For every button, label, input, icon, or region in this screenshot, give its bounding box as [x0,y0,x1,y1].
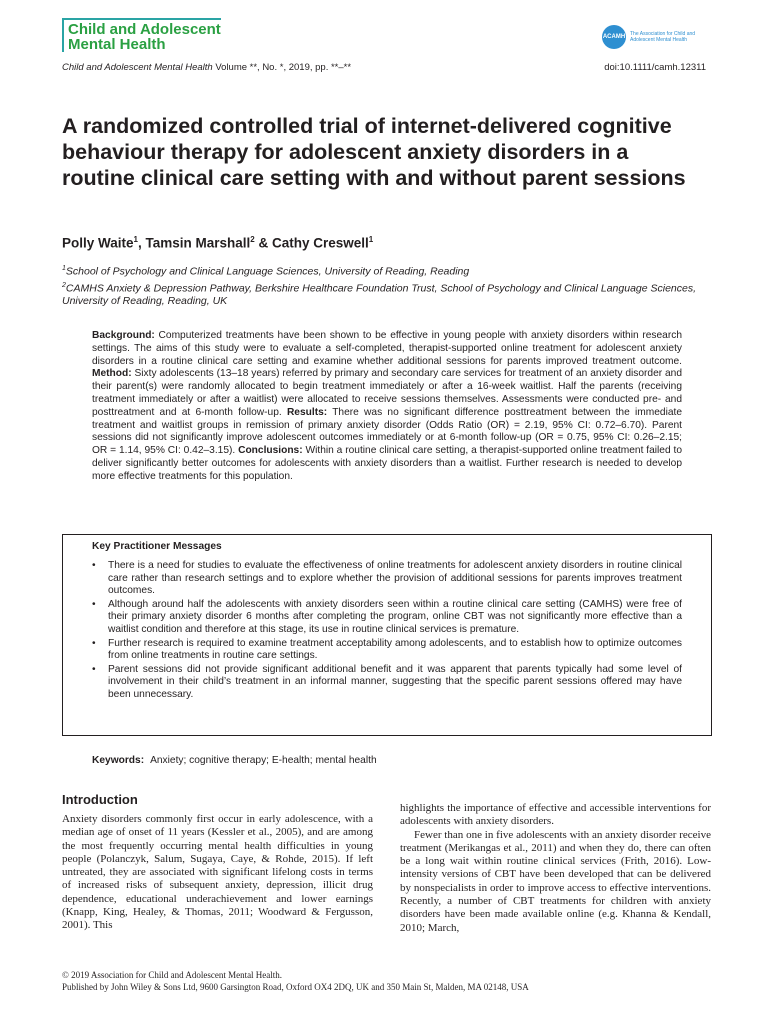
key-practitioner-messages-title: Key Practitioner Messages [92,541,222,552]
running-head-volume: Volume **, No. *, 2019, pp. **–** [212,62,352,73]
abstract-background: Computerized treatments have been shown to be effective in young people with anxiety disorders within research settings. The aims of this study were to evaluate a self-completed, therapist-supported online treatment for adolescent anxiety disorders in a routine clinical care setting and examine whether additional sessions for parents improved treatment outcome. [92,330,682,367]
author-name[interactable]: Polly Waite [62,235,134,251]
author-separator: & [254,235,272,251]
affiliations [62,262,702,308]
body-column-right [400,802,711,935]
list-item [92,599,682,637]
affiliation-text: School of Psychology and Clinical Language Sciences, University of Reading, Reading [65,265,470,278]
author-affiliation-mark: 1 [368,235,374,244]
running-head-journal: Child and Adolescent Mental Health [62,62,213,73]
keywords [92,755,377,766]
author-name[interactable]: Tamsin Marshall [145,235,251,251]
bullet-icon: • [92,598,96,610]
list-item-text: Further research is required to examine treatment acceptability among adolescents, and to establish how to optimize outcomes from online treatments in routine care settings. [108,637,682,662]
copyright-line: © 2019 Association for Child and Adolescent Mental Health. [62,970,283,980]
list-item [92,560,682,598]
abstract-results-label: Results: [286,406,328,418]
body-column-left [62,813,373,933]
abstract-results: There was no significant difference posttreatment between the immediate treatment and waitlist groups in remission of primary anxiety disorder (Odds Ratio (OR) = 2.19, 95% CI: 0.72–6.70). Parent sessions did not significantly improve adolescent outcomes immediately or at 6-month follow-up (OR = 0.75, 95% CI: 0.26–2.15; OR = 1.14, 95% CI: 0.42–3.15). [92,406,682,457]
journal-brand [62,18,221,52]
running-head [62,62,351,73]
section-heading-introduction: Introduction [62,792,138,807]
list-item-text: There is a need for studies to evaluate the effectiveness of online treatments for adolescent anxiety disorders in routine clinical care rather than research settings and to explore whether the provision of additional sessions for parents improves treatment outcomes. [108,560,682,597]
affiliation [62,262,702,279]
author-separator: , [137,235,146,251]
doi[interactable]: doi:10.1111/camh.12311 [604,62,706,73]
bullet-icon: • [92,560,96,571]
abstract-conclusions-label: Conclusions: [238,445,303,457]
affiliation [62,279,702,309]
acamh-logo [602,25,700,49]
author-affiliation-mark: 2 [250,235,255,244]
journal-brand-line2: Mental Health [68,36,166,53]
abstract [92,330,682,484]
affiliation-mark: 1 [62,265,66,272]
list-item-text: Although around half the adolescents with anxiety disorders seen within a routine clinical care setting (CAMHS) were free of their primary anxiety disorder 6 months after completing the program, online CBT was not significantly more effective than a waitlist condition and therefore at this stage, its use in routine clinical services is premature. [108,598,682,635]
bullet-icon: • [92,663,96,675]
abstract-method: Sixty adolescents (13–18 years) referred by primary and secondary care services for treatment of an anxiety disorder and their parent(s) were randomly allocated to begin treatment immediately or after a 16-week waitlist. Half the parents (receiving treatment immediately or after a waitlist) were allocated to receive sessions themselves. Assessments were conducted pre- and posttreatment and at 6-month follow-up. [92,368,682,418]
journal-brand-line1: Child and Adolescent [68,21,221,38]
abstract-background-label: Background: [92,330,155,341]
list-item [92,638,682,663]
acamh-logo-icon: ACAMH [602,25,626,49]
acamh-logo-text: The Association for Child and Adolescent Mental Health [630,31,696,43]
abstract-conclusions: Within a routine clinical care setting, a therapist-supported online treatment failed to deliver significantly better outcomes for adolescents with anxiety disorders than a waitlist. Further research is needed to develop more effective treatments for this population. [92,445,682,482]
publisher-line: Published by John Wiley & Sons Ltd, 9600 Garsington Road, Oxford OX4 2DQ, UK and 350 Main St, Malden, MA 02148, USA [62,982,529,992]
abstract-method-label: Method: [92,368,132,380]
bullet-icon: • [92,637,96,649]
keywords-label: Keywords: [92,755,145,766]
body-paragraph: highlights the importance of effective and accessible interventions for adolescents with anxiety disorders. [400,802,711,828]
affiliation-mark: 2 [62,281,66,289]
key-practitioner-messages-list [92,560,682,703]
author-name[interactable]: Cathy Creswell [272,235,369,251]
body-paragraph: Fewer than one in five adolescents with an anxiety disorder receive treatment (Merikangas et al., 2011) and when they do, there can often be a long wait within routine clinical services (Frith, 2016). Low-intensity versions of CBT have been developed that can be delivered by nonspecialists in order to improve access to effective interventions. Recently, a number of CBT treatments for children with anxiety disorders have been made available online (e.g. Khanna & Kendall, 2010; March, [400,828,711,934]
list-item [92,664,682,702]
page-footer [62,969,529,993]
body-paragraph: Anxiety disorders commonly first occur in early adolescence, with a median age of onset of 11 years (Kessler et al., 2005), and are among the most frequently occurring mental health difficulties in young people (Polanczyk, Salum, Sugaya, Caye, & Rohde, 2015). If left untreated, they are associated with significant lifelong costs in terms of increased risks of subsequent anxiety, depression, illicit drug dependence, educational underachievement and lower earnings (Knapp, King, Healey, & Thomas, 2011; Woodward & Fergusson, 2001). This [62,813,373,932]
author-list [62,235,373,251]
author-affiliation-mark: 1 [133,235,138,244]
article-title: A randomized controlled trial of internet-delivered cognitive behaviour therapy for adolescent anxiety disorders in a routine clinical care setting with and without parent sessions [62,114,686,190]
keywords-text: Anxiety; cognitive therapy; E-health; mental health [150,755,377,766]
list-item-text: Parent sessions did not provide significant additional benefit and it was apparent that parents typically had some level of involvement in their child’s treatment in an informal manner, suggesting that the specific parent sessions offered may have been unnecessary. [108,663,682,700]
affiliation-text: CAMHS Anxiety & Depression Pathway, Berkshire Healthcare Foundation Trust, School of Psychology and Clinical Language Sciences, University of Reading, Reading, UK [62,282,697,307]
